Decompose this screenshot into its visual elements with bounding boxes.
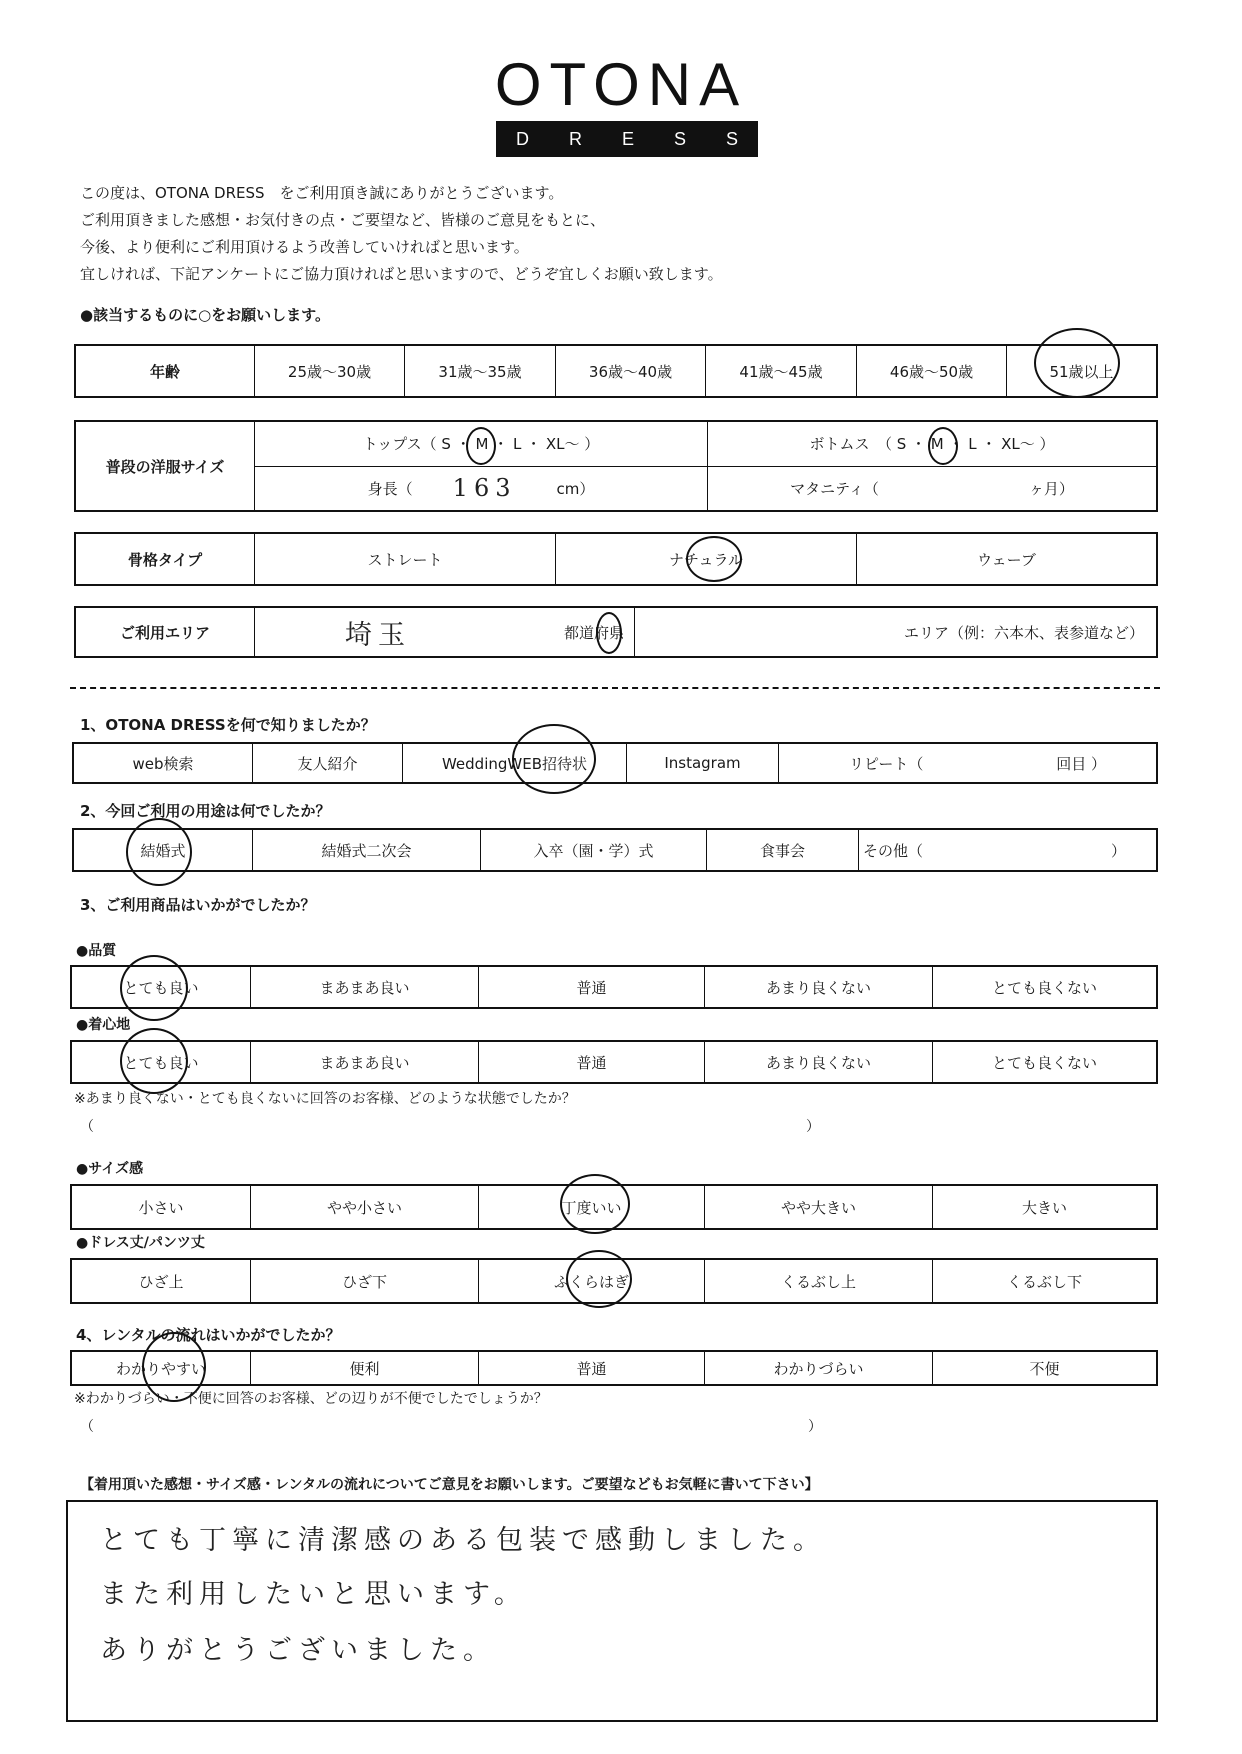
- q3-note-close-paren: ）: [806, 1119, 820, 1135]
- quality-option[interactable]: あまり良くない: [704, 967, 932, 1007]
- frame-table: [74, 532, 1158, 586]
- repeat-label: リピート（: [849, 754, 924, 773]
- q4-note-open-paren: （: [80, 1419, 94, 1435]
- q1-option[interactable]: 友人紹介: [252, 744, 402, 782]
- comfort-option[interactable]: とても良くない: [932, 1042, 1156, 1082]
- logo-letter: S: [673, 128, 686, 149]
- area-table: [74, 606, 1158, 658]
- comfort-option[interactable]: 普通: [478, 1042, 704, 1082]
- comment-line: また利用したいと思います。: [100, 1579, 527, 1610]
- fit-option[interactable]: やや小さい: [250, 1186, 478, 1228]
- q2-option[interactable]: 入卒（園・学）式: [480, 830, 706, 870]
- fit-label: ●サイズ感: [76, 1161, 144, 1177]
- maternity-field[interactable]: [707, 467, 1156, 511]
- q2-option[interactable]: 食事会: [706, 830, 858, 870]
- tops-size[interactable]: トップス（ S ・ M ・ L ・ XL〜 ）: [362, 435, 600, 454]
- q4-option[interactable]: わかりづらい: [704, 1352, 932, 1384]
- other-close: ）: [1110, 841, 1126, 860]
- logo-letter: R: [568, 128, 582, 149]
- area-label: ご利用エリア: [119, 623, 210, 642]
- q4-note: ※わかりづらい・不便に回答のお客様、どの辺りが不便でしたでしょうか？: [74, 1391, 548, 1407]
- repeat-count-label: 回目 ）: [1056, 754, 1106, 773]
- age-option[interactable]: 36歳〜40歳: [555, 346, 705, 396]
- quality-label: ●品質: [76, 943, 117, 959]
- age-option[interactable]: 46歳〜50歳: [856, 346, 1006, 396]
- logo-letter: S: [725, 128, 738, 149]
- prefecture-value: 埼玉: [345, 619, 411, 651]
- other-label: その他（: [863, 841, 924, 860]
- q1-option[interactable]: Instagram: [626, 744, 778, 782]
- age-table: [74, 344, 1158, 398]
- q2-table: [72, 828, 1158, 872]
- age-label: 年齢: [149, 362, 180, 381]
- fit-table: [70, 1184, 1158, 1230]
- size-label: 普段の洋服サイズ: [105, 457, 225, 476]
- length-option[interactable]: ひざ上: [138, 1272, 184, 1291]
- height-field[interactable]: [255, 467, 707, 511]
- quality-option-selected[interactable]: とても良い: [123, 978, 199, 997]
- logo-dress-band: [496, 121, 758, 157]
- length-label: ●ドレス丈/パンツ丈: [76, 1235, 205, 1251]
- comfort-option[interactable]: まあまあ良い: [250, 1042, 478, 1082]
- q3-note: ※あまり良くない・とても良くないに回答のお客様、どのような状態でしたか？: [74, 1091, 576, 1107]
- height-label: 身長（: [367, 479, 413, 498]
- q1-option[interactable]: web検索: [132, 754, 194, 773]
- q1-title: 1、OTONA DRESSを何で知りましたか？: [80, 716, 376, 734]
- maternity-unit: ヶ月）: [1028, 479, 1074, 498]
- fit-option[interactable]: 大きい: [932, 1186, 1156, 1228]
- age-option[interactable]: 31歳〜35歳: [404, 346, 555, 396]
- frame-option[interactable]: ウェーブ: [856, 534, 1156, 584]
- q4-option[interactable]: 普通: [478, 1352, 704, 1384]
- age-option-selected[interactable]: 51歳以上: [1006, 346, 1156, 396]
- q2-option[interactable]: 結婚式二次会: [252, 830, 480, 870]
- comfort-table: [70, 1040, 1158, 1084]
- maternity-label: マタニティ（: [790, 479, 879, 498]
- q3-title: 3、ご利用商品はいかがでしたか？: [80, 896, 316, 914]
- fit-option-selected[interactable]: 丁度いい: [478, 1186, 704, 1228]
- q4-option[interactable]: 便利: [250, 1352, 478, 1384]
- divider: [70, 687, 1160, 689]
- comment-title: 【着用頂いた感想・サイズ感・レンタルの流れについてご意見をお願いします。ご要望などもお気軽に書いて下さい】: [80, 1477, 819, 1493]
- frame-option[interactable]: ストレート: [254, 534, 555, 584]
- q2-option-other[interactable]: [858, 830, 1156, 870]
- comfort-option[interactable]: あまり良くない: [704, 1042, 932, 1082]
- frame-option-selected[interactable]: ナチュラル: [555, 534, 856, 584]
- area-example-field[interactable]: [634, 608, 1156, 656]
- prefecture-suffix: 都道府県: [563, 623, 624, 642]
- q4-option-selected[interactable]: わかりやすい: [115, 1359, 206, 1378]
- intro-line: ご利用頂きました感想・お気付きの点・ご要望など、皆様のご意見をもとに、: [80, 211, 606, 229]
- q1-table: [72, 742, 1158, 784]
- logo-wordmark: OTONA: [494, 51, 748, 118]
- size-fields: [254, 422, 1156, 510]
- height-value: 163: [452, 474, 517, 503]
- area-example: エリア（例：六本木、表参道など）: [903, 623, 1144, 642]
- height-unit: cm）: [556, 479, 595, 498]
- comment-line: ありがとうございました。: [100, 1635, 496, 1666]
- comfort-option-selected[interactable]: とても良い: [123, 1053, 199, 1072]
- q4-table: [70, 1350, 1158, 1386]
- quality-option[interactable]: 普通: [478, 967, 704, 1007]
- prefecture-field[interactable]: [254, 608, 634, 656]
- quality-option[interactable]: まあまあ良い: [250, 967, 478, 1007]
- intro-line: この度は、OTONA DRESS をご利用頂き誠にありがとうございます。: [80, 184, 564, 202]
- intro-line: 宜しければ、下記アンケートにご協力頂ければと思いますので、どうぞ宜しくお願い致します。: [80, 265, 723, 283]
- intro-text: [80, 180, 723, 288]
- length-option[interactable]: くるぶし上: [704, 1260, 932, 1302]
- q1-option-repeat[interactable]: [778, 744, 1156, 782]
- frame-label: 骨格タイプ: [127, 550, 203, 569]
- logo-letter: E: [621, 128, 634, 149]
- length-table: [70, 1258, 1158, 1304]
- fit-option[interactable]: 小さい: [138, 1198, 184, 1217]
- fit-option[interactable]: やや大きい: [704, 1186, 932, 1228]
- comment-line: とても丁寧に清潔感のある包装で感動しました。: [100, 1525, 826, 1556]
- length-option-selected[interactable]: ふくらはぎ: [478, 1260, 704, 1302]
- size-table: [74, 420, 1158, 512]
- q4-note-close-paren: ）: [808, 1419, 822, 1435]
- q1-option-selected[interactable]: WeddingWEB招待状: [402, 744, 626, 782]
- age-option[interactable]: 25歳〜30歳: [254, 346, 404, 396]
- q2-option-selected[interactable]: 結婚式: [140, 841, 186, 860]
- quality-option[interactable]: とても良くない: [932, 967, 1156, 1007]
- logo-letter: D: [515, 128, 529, 149]
- age-option[interactable]: 41歳〜45歳: [705, 346, 856, 396]
- comfort-label: ●着心地: [76, 1017, 131, 1033]
- intro-line: 今後、より便利にご利用頂けるよう改善していければと思います。: [80, 238, 529, 256]
- section-title: ●該当するものに○をお願いします。: [80, 306, 330, 324]
- length-option[interactable]: ひざ下: [250, 1260, 478, 1302]
- q2-title: 2、今回ご利用の用途は何でしたか？: [80, 802, 331, 820]
- length-option[interactable]: くるぶし下: [932, 1260, 1156, 1302]
- bottoms-size[interactable]: ボトムス （ S ・ M ・ L ・ XL〜 ）: [707, 422, 1156, 466]
- q3-note-open-paren: （: [80, 1119, 94, 1135]
- quality-table: [70, 965, 1158, 1009]
- q4-option[interactable]: 不便: [932, 1352, 1156, 1384]
- q4-title: 4、レンタルの流れはいかがでしたか？: [76, 1326, 341, 1344]
